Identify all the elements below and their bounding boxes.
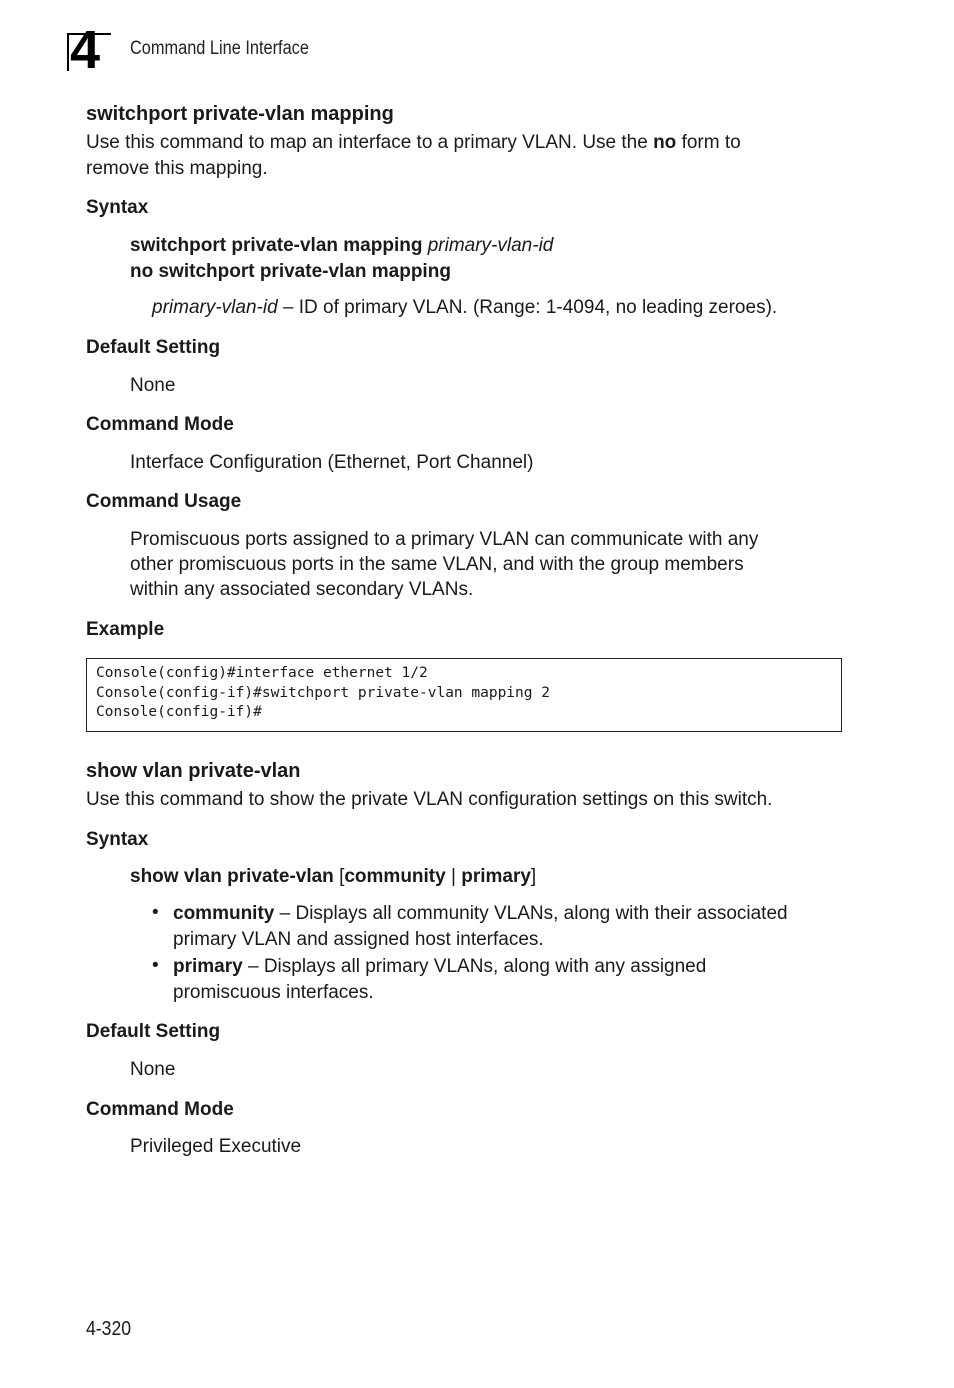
command-description-line2: remove this mapping. bbox=[86, 158, 268, 179]
syntax-option: community bbox=[344, 866, 446, 887]
command-usage-heading: Command Usage bbox=[86, 491, 242, 512]
syntax-line-no-form bbox=[130, 259, 451, 285]
command-description bbox=[86, 130, 741, 156]
default-setting-heading: Default Setting bbox=[86, 1021, 221, 1042]
running-head: Command Line Interface bbox=[130, 38, 309, 59]
code-line: Console(config-if)# bbox=[96, 704, 262, 720]
usage-line: other promiscuous ports in the same VLAN, and with the group members bbox=[130, 554, 744, 575]
no-keyword: no bbox=[653, 132, 677, 153]
syntax-option: primary bbox=[461, 866, 531, 887]
chapter-number: 4 bbox=[70, 20, 99, 80]
command-mode-heading: Command Mode bbox=[86, 1099, 234, 1120]
syntax-line bbox=[130, 233, 553, 259]
syntax-parameter: primary-vlan-id bbox=[427, 235, 554, 256]
command-mode-value: Privileged Executive bbox=[130, 1136, 302, 1157]
bullet-item bbox=[173, 901, 788, 927]
syntax-bracket: ] bbox=[530, 866, 537, 887]
command-mode-value: Interface Configuration (Ethernet, Port Channel) bbox=[130, 452, 534, 473]
command-title: switchport private-vlan mapping bbox=[86, 103, 394, 125]
example-heading: Example bbox=[86, 619, 165, 640]
bullet-item-line2: promiscuous interfaces. bbox=[173, 982, 374, 1003]
usage-line: Promiscuous ports assigned to a primary VLAN can communicate with any bbox=[130, 529, 759, 550]
description-text: Use this command to map an interface to a primary VLAN. Use the bbox=[86, 132, 654, 153]
parameter-description bbox=[152, 295, 777, 321]
bullet-text: – Displays all community VLANs, along with their associated bbox=[274, 903, 788, 924]
command-title: show vlan private-vlan bbox=[86, 760, 301, 782]
parameter-text: – ID of primary VLAN. (Range: 1-4094, no leading zeroes). bbox=[277, 297, 778, 318]
command-description: Use this command to show the private VLAN configuration settings on this switch. bbox=[86, 789, 773, 810]
code-line: Console(config)#interface ethernet 1/2 bbox=[96, 665, 428, 681]
page-number: 4-320 bbox=[86, 1318, 132, 1340]
syntax-line bbox=[130, 864, 536, 890]
default-setting-value: None bbox=[130, 375, 176, 396]
bullet-term: primary bbox=[173, 956, 243, 977]
default-setting-value: None bbox=[130, 1059, 176, 1080]
description-text: form to bbox=[676, 132, 741, 153]
default-setting-heading: Default Setting bbox=[86, 337, 221, 358]
bullet-icon: • bbox=[152, 902, 159, 923]
code-line: Console(config-if)#switchport private-vlan mapping 2 bbox=[96, 685, 550, 701]
syntax-bracket: [ bbox=[333, 866, 345, 887]
bullet-text: – Displays all primary VLANs, along with any assigned bbox=[242, 956, 707, 977]
syntax-heading: Syntax bbox=[86, 829, 149, 850]
syntax-command-no: no switchport private-vlan mapping bbox=[130, 261, 451, 282]
usage-line: within any associated secondary VLANs. bbox=[130, 579, 474, 600]
bullet-item-line2: primary VLAN and assigned host interfaces. bbox=[173, 929, 544, 950]
syntax-command: show vlan private-vlan bbox=[130, 866, 334, 887]
syntax-command: switchport private-vlan mapping bbox=[130, 235, 423, 256]
command-mode-heading: Command Mode bbox=[86, 414, 234, 435]
bullet-icon: • bbox=[152, 955, 159, 976]
bullet-item bbox=[173, 954, 706, 980]
bullet-term: community bbox=[173, 903, 275, 924]
syntax-heading: Syntax bbox=[86, 197, 149, 218]
parameter-name: primary-vlan-id bbox=[152, 297, 278, 318]
syntax-separator: | bbox=[445, 866, 462, 887]
